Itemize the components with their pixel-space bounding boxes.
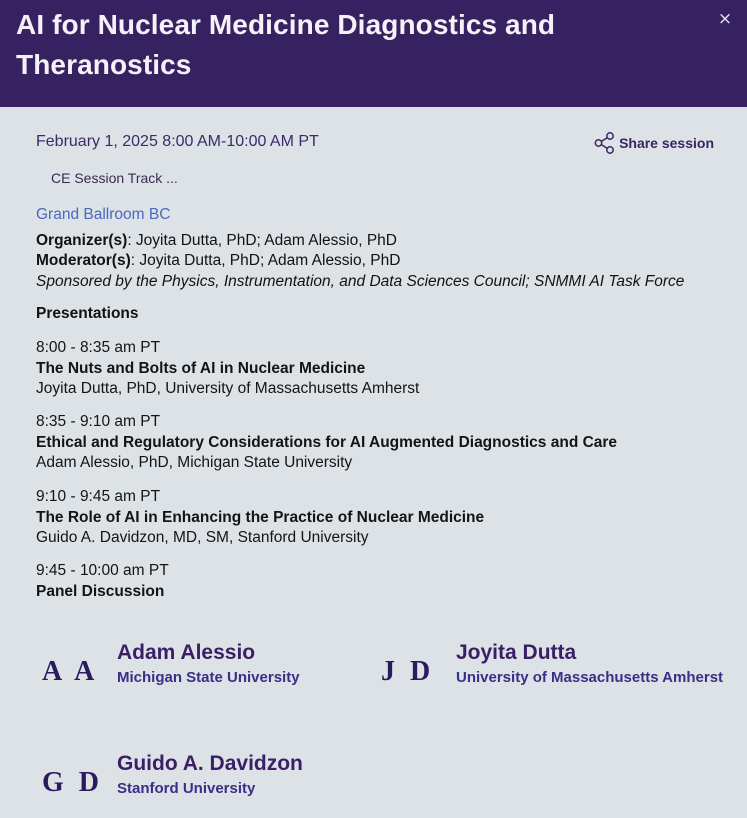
presentation-item [36, 561, 169, 602]
speaker-name: Adam Alessio [117, 641, 256, 664]
session-datetime: February 1, 2025 8:00 AM-10:00 AM PT [36, 133, 319, 150]
session-title: AI for Nuclear Medicine Diagnostics and Theranostics [16, 9, 556, 80]
avatar: A A [42, 656, 99, 687]
share-session-label: Share session [619, 135, 714, 151]
session-track[interactable]: CE Session Track ... [51, 170, 178, 186]
presentation-title: The Nuts and Bolts of AI in Nuclear Medicine [36, 359, 366, 377]
organizers-line [36, 231, 684, 251]
presentation-title: The Role of AI in Enhancing the Practice of Nuclear Medicine [36, 508, 485, 526]
presentation-item [36, 412, 617, 474]
avatar: G D [42, 767, 103, 798]
presentation-item [36, 338, 419, 400]
presentation-title: Ethical and Regulatory Considerations for AI Augmented Diagnostics and Care [36, 433, 618, 451]
session-details [36, 231, 684, 292]
speaker-affiliation: University of Massachusetts Amherst [456, 669, 724, 686]
moderators-value: : Joyita Dutta, PhD; Adam Alessio, PhD [130, 252, 401, 269]
organizers-label: Organizer(s) [36, 232, 128, 249]
speaker-card[interactable] [375, 640, 724, 688]
presentation-item [36, 487, 484, 549]
presentation-time: 9:10 - 9:45 am PT [36, 488, 161, 505]
presentation-time: 8:00 - 8:35 am PT [36, 339, 161, 356]
presentation-speaker: Adam Alessio, PhD, Michigan State University [36, 454, 353, 471]
speaker-affiliation: Stanford University [117, 780, 256, 797]
moderators-label: Moderator(s) [36, 252, 131, 269]
speaker-card[interactable] [36, 751, 303, 799]
speaker-card[interactable] [36, 640, 300, 688]
presentation-speaker: Joyita Dutta, PhD, University of Massachusetts Amherst [36, 380, 420, 397]
speaker-name: Joyita Dutta [456, 641, 577, 664]
organizers-value: : Joyita Dutta, PhD; Adam Alessio, PhD [127, 232, 397, 249]
share-session-button[interactable] [593, 131, 714, 155]
sponsor-line: Sponsored by the Physics, Instrumentation, and Data Sciences Council; SNMMI AI Task Force [36, 273, 685, 290]
presentations-heading: Presentations [36, 305, 139, 322]
session-header [0, 0, 747, 107]
presentation-speaker: Guido A. Davidzon, MD, SM, Stanford University [36, 529, 369, 546]
presentation-time: 8:35 - 9:10 am PT [36, 413, 161, 430]
session-room-link[interactable]: Grand Ballroom BC [36, 206, 171, 223]
close-icon[interactable]: × [717, 9, 733, 29]
avatar: J D [381, 656, 435, 687]
speaker-affiliation: Michigan State University [117, 669, 300, 686]
speaker-name: Guido A. Davidzon [117, 752, 303, 775]
share-icon [593, 131, 617, 155]
moderators-line [36, 251, 684, 271]
presentation-title: Panel Discussion [36, 582, 165, 600]
presentation-time: 9:45 - 10:00 am PT [36, 562, 169, 579]
